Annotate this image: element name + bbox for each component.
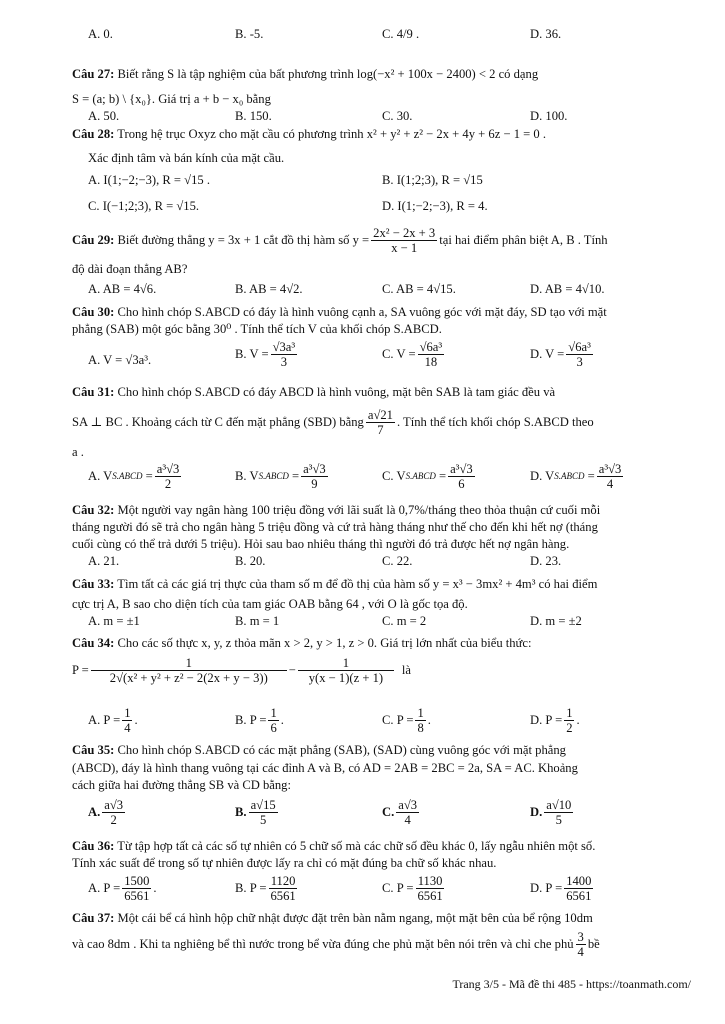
q36-option-c-prefix: C. P =	[382, 881, 414, 896]
q35-option-d-prefix: D.	[530, 805, 543, 820]
q30-option-b-den: 3	[280, 355, 288, 370]
q29-text-line1b: tại hai điểm phân biệt A, B . Tính	[439, 233, 608, 248]
q31-option-c: C. V S.ABCD = $\frac{\text{a³√3}}{6}$	[382, 462, 473, 492]
q28-text-line2: Xác định tâm và bán kính của mặt cầu.	[88, 151, 285, 165]
q36-option-a-den: 6561	[124, 889, 150, 904]
q30-option-d-prefix: D. V =	[530, 347, 565, 362]
q27-option-a: A. 50.	[88, 109, 120, 123]
q31-option-d-den: 4	[606, 477, 614, 492]
q31-option-a: A. V S.ABCD = $\frac{\text{a³√3}}{2}$	[88, 462, 180, 492]
q29-label: Câu 29:	[72, 233, 115, 248]
q32-option-a: A. 21.	[88, 554, 120, 568]
q34-option-a: A. P = $\frac{1}{4}$ .	[88, 706, 138, 736]
q29-text-line1a: Biết đường thẳng y = 3x + 1 cắt đồ thị hàm số y =	[117, 233, 370, 248]
q31-option-b-fraction	[301, 462, 328, 492]
q34-la: là	[401, 663, 411, 678]
q36-option-b-prefix: B. P =	[235, 881, 267, 896]
q34-option-d-num: 1	[566, 706, 573, 720]
q34-option-d-fraction	[564, 706, 574, 736]
q29-numerator: 2x² − 2x + 3	[373, 226, 436, 240]
q31-text-line3: a .	[72, 445, 84, 459]
q37-frac-den: 4	[577, 945, 584, 960]
q35-option-b-num: a√15	[250, 798, 276, 812]
q35-option-c-den: 4	[404, 813, 411, 828]
q36-option-c	[382, 874, 447, 904]
q35-option-c-num: a√3	[398, 798, 418, 812]
q29-option-a: A. AB = 4√6.	[88, 282, 157, 296]
q37-text-line1: Một cái bể cá hình hộp chữ nhật được đặt trên bàn nằm ngang, một mặt bên của bể rộng 10dm	[117, 911, 593, 925]
q35-option-a-den: 2	[110, 813, 117, 828]
q31-option-c-num: a³√3	[450, 462, 473, 476]
q26-option-d: D. 36.	[530, 27, 562, 41]
q31-option-c-sub: S.ABCD	[405, 471, 436, 482]
q37-text-line2b: bề	[587, 937, 600, 952]
q31-option-b-den: 9	[311, 477, 318, 492]
q34-fraction-1	[91, 656, 287, 686]
q30-option-d-fraction	[566, 340, 593, 370]
q32-label: Câu 32:	[72, 503, 115, 517]
q34-option-d: D. P = $\frac{1}{2}$ .	[530, 706, 580, 736]
q31-option-c-prefix: C. V	[382, 469, 406, 484]
q35-option-c-prefix: C.	[382, 805, 395, 820]
q29-denominator: x − 1	[391, 241, 418, 256]
q36-option-a-num: 1500	[124, 874, 150, 888]
q34-option-b-den: 6	[270, 721, 277, 736]
q35-option-a-prefix: A.	[88, 805, 101, 820]
q35-option-c	[382, 798, 421, 828]
q34-option-a-fraction	[122, 706, 132, 736]
q36-option-c-num: 1130	[417, 874, 443, 888]
q33-option-c: C. m = 2	[382, 614, 427, 628]
q31-option-d-sub: S.ABCD	[554, 471, 585, 482]
q34-minus: −	[288, 663, 296, 678]
q32-option-d: D. 23.	[530, 554, 562, 568]
q28-option-c: C. I(−1;2;3), R = √15.	[88, 199, 200, 213]
q31-option-a-sub: S.ABCD	[112, 471, 143, 482]
q36-option-d-num: 1400	[566, 874, 592, 888]
q35-option-b-prefix: B.	[235, 805, 247, 820]
q32-text-line3: cuối cùng có thể trả dưới 5 triệu). Hỏi sau bao nhiêu tháng thì người đó trả được hết nợ ngân hàng.	[72, 537, 570, 551]
q36-option-d-den: 6561	[566, 889, 592, 904]
q28-option-a: A. I(1;−2;−3), R = √15 .	[88, 173, 210, 187]
q34-option-c-prefix: C. P =	[382, 713, 414, 728]
q31-option-a-den: 2	[164, 477, 172, 492]
q34-option-c-num: 1	[417, 706, 424, 720]
q31-option-c-den: 6	[458, 477, 465, 492]
q35-text-line2: (ABCD), đáy là hình thang vuông tại các đỉnh A và B, có AD = 2AB = 2BC = 2a, SA = AC. Khoảng	[72, 761, 578, 775]
q26-option-a: A. 0.	[88, 27, 113, 41]
q34-label: Câu 34:	[72, 636, 115, 650]
q34-p-prefix: P =	[72, 663, 89, 678]
q30-option-b-fraction	[271, 340, 298, 370]
q28-option-b: B. I(1;2;3), R = √15	[382, 173, 483, 187]
q30-option-b	[235, 340, 299, 370]
q34-option-a-prefix: A. P =	[88, 713, 121, 728]
q35-option-d	[530, 798, 575, 828]
q31-option-b-prefix: B. V	[235, 469, 259, 484]
q31-option-d-fraction	[597, 462, 624, 492]
page-footer: Trang 3/5 - Mã đề thi 485 - https://toanmath.com/	[452, 977, 691, 991]
q36-option-a-prefix: A. P =	[88, 881, 121, 896]
q34-option-b-num: 1	[270, 706, 277, 720]
q34-option-b: B. P = $\frac{1}{6}$ .	[235, 706, 284, 736]
q35-option-a-fraction	[102, 798, 125, 828]
q37-fraction	[576, 930, 586, 960]
q27-option-b: B. 150.	[235, 109, 272, 123]
q35-option-b-fraction	[249, 798, 278, 828]
q31-frac-num: a√21	[367, 408, 393, 422]
q31-text-line1: Cho hình chóp S.ABCD có đáy ABCD là hình vuông, mặt bên SAB là tam giác đều và	[117, 385, 556, 399]
q31-option-a-fraction	[155, 462, 182, 492]
q35-option-b-den: 5	[259, 813, 267, 828]
q30-option-c-den: 18	[424, 355, 438, 370]
q31-option-d: D. V S.ABCD = $\frac{\text{a³√3}}{4}$	[530, 462, 622, 492]
q27-option-c: C. 30.	[382, 109, 413, 123]
q29-option-d: D. AB = 4√10.	[530, 282, 605, 296]
q36-option-d-fraction	[564, 874, 593, 904]
q36-text-line2: Tính xác suất để trong số tự nhiên được lấy ra chỉ có mặt đúng ba chữ số khác nhau.	[72, 856, 497, 870]
q31-option-b-num: a³√3	[303, 462, 326, 476]
q35-option-c-fraction	[396, 798, 419, 828]
q34-text-line1: Cho các số thực x, y, z thỏa mãn x > 2, y > 1, z > 0. Giá trị lớn nhất của biểu thức:	[117, 636, 532, 650]
q31-option-d-num: a³√3	[598, 462, 622, 476]
q31-text-line2a: SA ⊥ BC . Khoảng cách từ C đến mặt phẳng (SBD) bằng	[72, 415, 364, 430]
q32-text-line1: Một người vay ngân hàng 100 triệu đồng với lãi suất là 0,7%/tháng theo thỏa thuận cứ cuối mỗi	[117, 503, 601, 517]
q34-option-c-den: 8	[417, 721, 424, 736]
q37-frac-num: 3	[577, 930, 584, 944]
q30-label: Câu 30:	[72, 305, 115, 319]
q31-option-a-prefix: A. V	[88, 469, 113, 484]
q36-label: Câu 36:	[72, 839, 115, 853]
q30-option-b-num: √3a³	[272, 340, 296, 354]
q36-option-b	[235, 874, 300, 904]
q37-label: Câu 37:	[72, 911, 115, 925]
q30-option-c-prefix: C. V =	[382, 347, 416, 362]
q34-den-1: 2√(x² + y² + z² − 2(2x + y − 3))	[109, 671, 268, 686]
q36-option-d	[530, 874, 595, 904]
q36-option-b-num: 1120	[270, 874, 296, 888]
q33-text-line1: Tìm tất cả các giá trị thực của tham số m để đồ thị của hàm số y = x³ − 3mx² + 4m³ có hai điểm	[117, 577, 598, 591]
q27-label: Câu 27:	[72, 67, 115, 81]
q34-den-2: y(x − 1)(z + 1)	[308, 671, 384, 686]
q33-label: Câu 33:	[72, 577, 115, 591]
q36-option-d-prefix: D. P =	[530, 881, 563, 896]
q35-option-b	[235, 798, 280, 828]
q29-function-fraction	[371, 226, 437, 256]
q37-text-line2a: và cao 8dm . Khi ta nghiêng bể thì nước trong bể vừa đúng che phủ mặt bên nói trên và chỉ che phủ	[72, 937, 574, 952]
q35-option-d-num: a√10	[546, 798, 572, 812]
q35-option-d-fraction	[544, 798, 573, 828]
q33-option-a: A. m = ±1	[88, 614, 140, 628]
q31-distance-fraction	[366, 408, 395, 438]
q34-num-1: 1	[91, 656, 287, 671]
q34-option-a-den: 4	[124, 721, 131, 736]
q31-label: Câu 31:	[72, 385, 115, 399]
q27-option-d: D. 100.	[530, 109, 568, 123]
q32-option-c: C. 22.	[382, 554, 413, 568]
q31-text-line2b: . Tính thể tích khối chóp S.ABCD theo	[396, 415, 594, 430]
q34-option-d-den: 2	[566, 721, 573, 736]
q32-text-line2: tháng người đó sẽ trả cho ngân hàng 5 triệu đồng và cứ trả hàng tháng như thế cho đến khi hết nợ (tháng	[72, 520, 598, 534]
q35-text-line3: cách giữa hai đường thẳng SB và CD bằng:	[72, 778, 291, 792]
q30-option-d	[530, 340, 595, 370]
q28-option-d: D. I(1;−2;−3), R = 4.	[382, 199, 488, 213]
q35-text-line1: Cho hình chóp S.ABCD có các mặt phẳng (SAB), (SAD) cùng vuông góc với mặt phẳng	[117, 743, 566, 757]
q28-label: Câu 28:	[72, 127, 115, 141]
q34-num-2: 1	[298, 656, 394, 671]
q27-text-line2: S = (a; b) \ {x₀}. Giá trị a + b − x₀ bằng	[72, 92, 271, 106]
q29-option-c: C. AB = 4√15.	[382, 282, 456, 296]
q30-text-line1: Cho hình chóp S.ABCD có đáy là hình vuông cạnh a, SA vuông góc với mặt đáy, SD tạo với mặt	[117, 305, 607, 319]
q28-text-line1: Trong hệ trục Oxyz cho mặt cầu có phương trình x² + y² + z² − 2x + 4y + 6z − 1 = 0 .	[117, 127, 546, 141]
q34-expression	[72, 656, 411, 686]
q31-frac-den: 7	[377, 423, 384, 438]
q36-option-b-den: 6561	[270, 889, 296, 904]
q26-option-c: C. 4/9 .	[382, 27, 420, 41]
q34-option-d-prefix: D. P =	[530, 713, 563, 728]
q30-option-c-fraction	[418, 340, 445, 370]
q34-option-c: C. P = $\frac{1}{8}$ .	[382, 706, 431, 736]
q31-option-d-prefix: D. V	[530, 469, 555, 484]
q34-fraction-2	[298, 656, 394, 686]
q36-text-line1: Từ tập hợp tất cả các số tự nhiên có 5 chữ số mà các chữ số đều khác 0, lấy ngẫu nhiên một số.	[117, 839, 596, 853]
q33-option-b: B. m = 1	[235, 614, 280, 628]
q29-text-line2: độ dài đoạn thẳng AB?	[72, 262, 188, 276]
q31-option-b: B. V S.ABCD = $\frac{\text{a³√3}}{9}$	[235, 462, 326, 492]
q33-option-d: D. m = ±2	[530, 614, 582, 628]
q30-option-b-prefix: B. V =	[235, 347, 269, 362]
q32-option-b: B. 20.	[235, 554, 266, 568]
q35-option-a-num: a√3	[104, 798, 124, 812]
q31-option-a-num: a³√3	[156, 462, 180, 476]
q29-option-b: B. AB = 4√2.	[235, 282, 303, 296]
q34-option-c-fraction	[415, 706, 425, 736]
q30-option-d-den: 3	[576, 355, 583, 370]
q34-option-b-fraction	[268, 706, 278, 736]
q31-option-b-sub: S.ABCD	[258, 471, 289, 482]
q30-option-a: A. V = √3a³.	[88, 353, 152, 367]
q36-option-a-fraction	[122, 874, 151, 904]
q26-option-b: B. -5.	[235, 27, 264, 41]
q36-option-b-fraction	[268, 874, 297, 904]
q34-option-a-num: 1	[124, 706, 131, 720]
q33-text-line2: cực trị A, B sao cho diện tích của tam giác OAB bằng 64 , với O là gốc tọa độ.	[72, 597, 468, 611]
q36-option-c-fraction	[415, 874, 444, 904]
q35-option-d-den: 5	[555, 813, 562, 828]
q36-option-c-den: 6561	[417, 889, 443, 904]
q30-option-c	[382, 340, 446, 370]
q35-label: Câu 35:	[72, 743, 115, 757]
q31-option-c-fraction	[448, 462, 475, 492]
q34-option-b-prefix: B. P =	[235, 713, 267, 728]
q35-option-a	[88, 798, 127, 828]
q30-text-line2: phẳng (SAB) một góc bằng 30⁰ . Tính thể tích V của khối chóp S.ABCD.	[72, 322, 442, 336]
q27-text-line1: Biết rằng S là tập nghiệm của bất phương trình log(−x² + 100x − 2400) < 2 có dạng	[117, 67, 539, 81]
q36-option-a: A. P = $\frac{1500}{6561}$ .	[88, 874, 157, 904]
q30-option-d-num: √6a³	[568, 340, 591, 354]
q30-option-c-num: √6a³	[419, 340, 443, 354]
